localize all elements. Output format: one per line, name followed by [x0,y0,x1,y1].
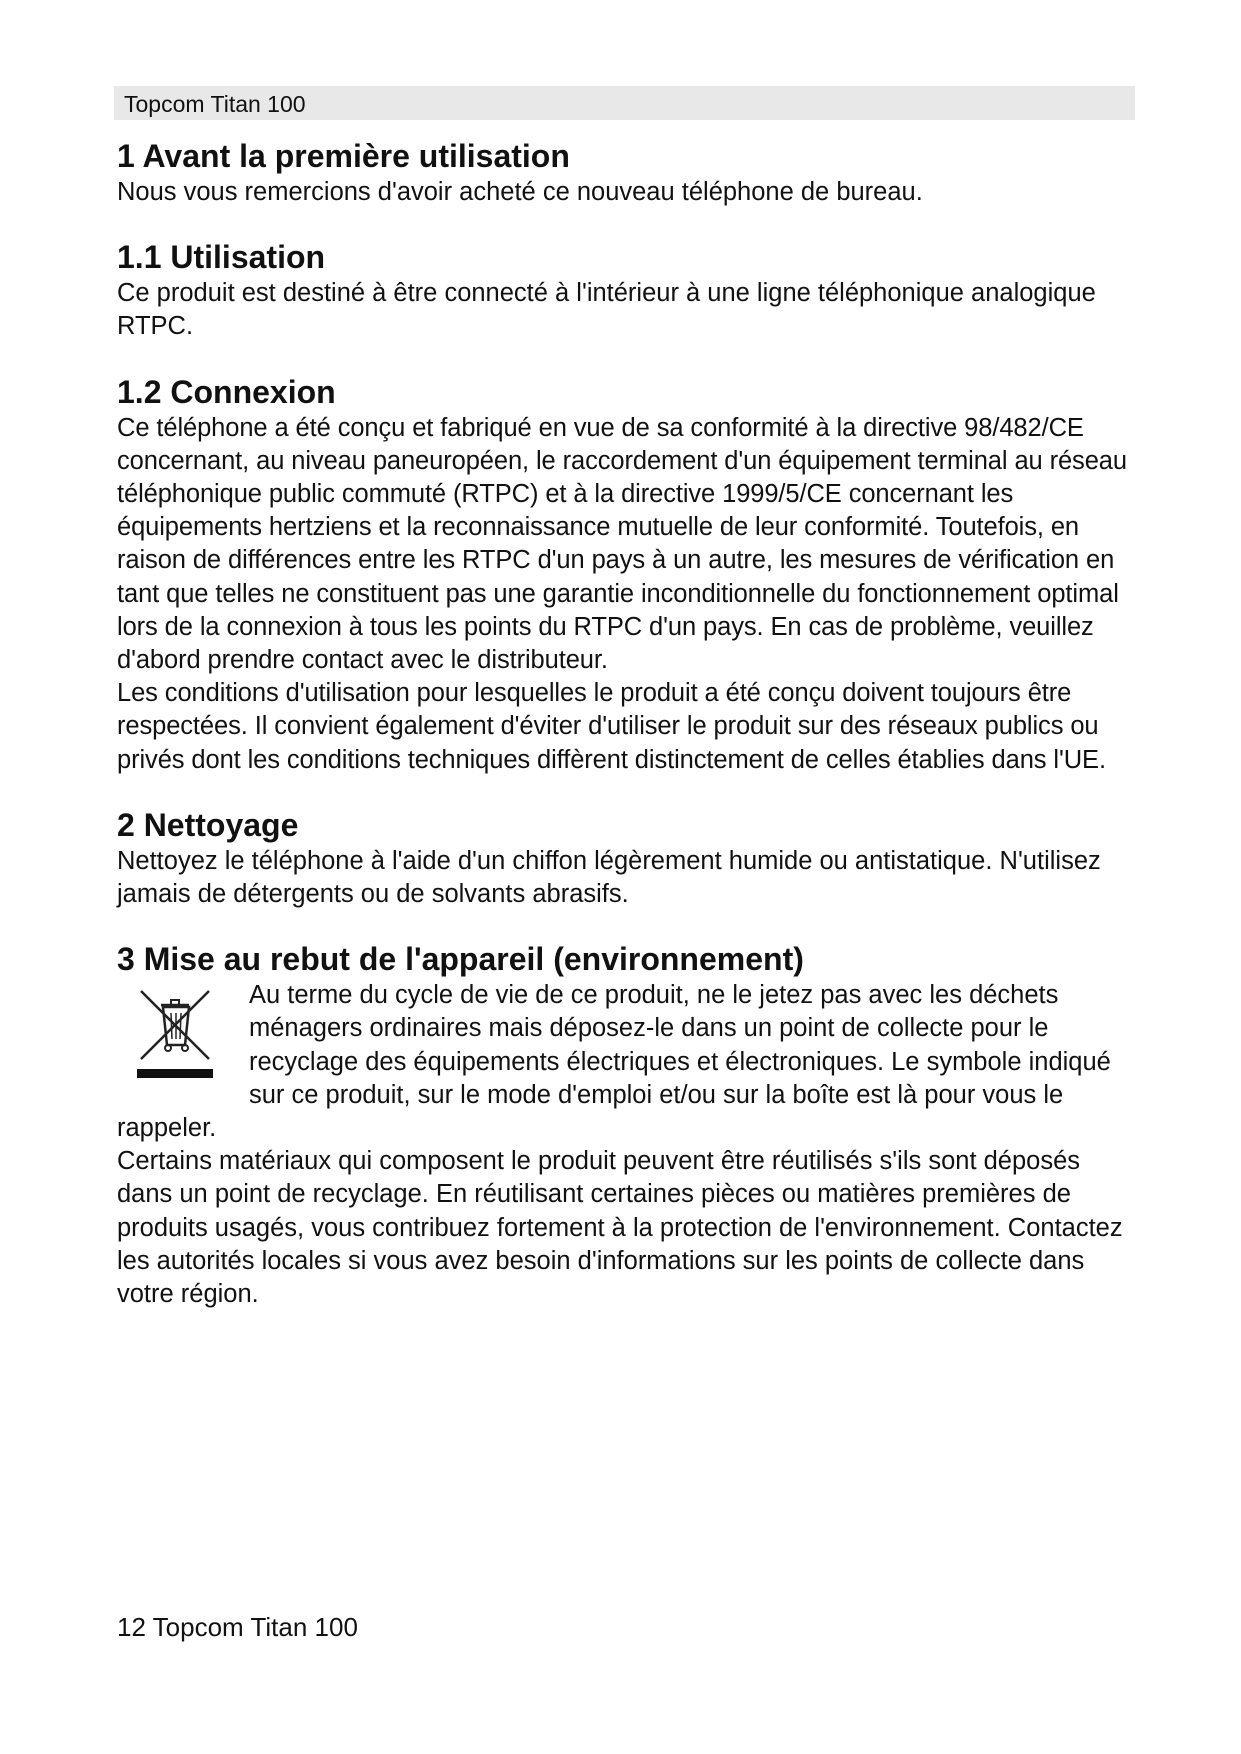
section-1-2-title: 1.2 Connexion [117,373,336,410]
section-1-2-para-1: Ce téléphone a été conçu et fabriqué en vue de sa conformité à la directive 98/482/CE concernant, au niveau paneuropéen, le raccordement d'un équipement terminal au réseau téléphonique public commuté (RTPC) et à la directive 1999/5/CE concernant les équipements hertziens et la reconnaissance mutuelle de leur conformité. Toutefois, en raison de différences entre les RTPC d'un pays à un autre, les mesures de vérification en tant que telles ne constituent pas une garantie inconditionnelle du fonctionnement optimal lors de la connexion à tous les points du RTPC d'un pays. En cas de problème, veuillez d'abord prendre contact avec le distributeur. [117,413,1127,675]
crossed-out-wheelie-bin-icon [135,983,215,1081]
section-2-body: Nettoyez le téléphone à l'aide d'un chiffon légèrement humide ou antistatique. N'utilisez jamais de détergents ou de solvants abrasifs. [117,846,1101,909]
page-content [117,136,1135,1311]
page-header [114,86,1135,120]
section-1-1-title: 1.1 Utilisation [117,239,326,276]
disposal-block [117,979,1135,1311]
section-3-para-1: Au terme du cycle de vie de ce produit, ne le jetez pas avec les déchets ménagers ordinaires mais déposez-le dans un point de collecte pour le recyclage des équipements électriques et électroniques. Le symbole indiqué sur ce produit, sur le mode d'emploi et/ou sur la boîte est là pour vous le rappeler. [117,981,1111,1143]
section-1-title: 1 Avant la première utilisation [117,138,570,174]
page-footer: 12 Topcom Titan 100 [117,1612,358,1642]
section-2-title: 2 Nettoyage [117,806,299,843]
header-title: Topcom Titan 100 [124,91,306,117]
section-3-para-2: Certains matériaux qui composent le produit peuvent être réutilisés s'ils sont déposés dans un point de recyclage. En réutilisant certaines pièces ou matières premières de produits usagés, vous contribuez fortement à la protection de l'environnement. Contactez les autorités locales si vous avez besoin d'informations sur les points de collecte dans votre région. [117,1147,1123,1309]
section-3-title: 3 Mise au rebut de l'appareil (environnement) [117,941,804,978]
section-1-body: Nous vous remercions d'avoir acheté ce nouveau téléphone de bureau. [117,178,923,206]
section-1-1-body: Ce produit est destiné à être connecté à l'intérieur à une ligne téléphonique analogique RTPC. [117,279,1096,341]
section-1-2-para-2: Les conditions d'utilisation pour lesquelles le produit a été conçu doivent toujours être respectées. Il convient également d'éviter d'utiliser le produit sur des réseaux publics ou privés dont les conditions techniques diffèrent distinctement de celles établies dans l'UE. [117,679,1106,774]
